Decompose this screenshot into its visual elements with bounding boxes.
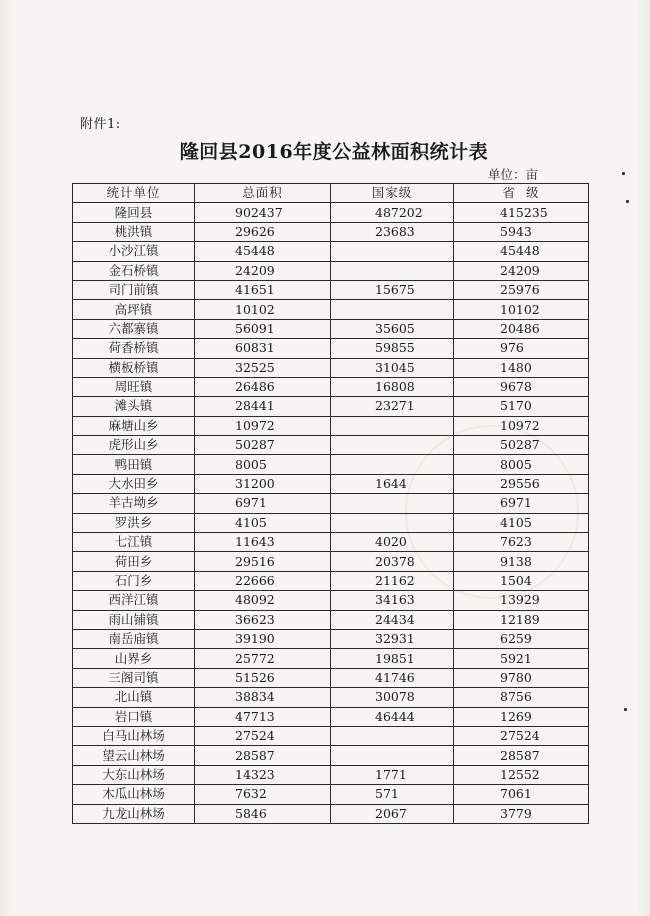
cell-national-level: 1771 [331,765,454,784]
table-header-row [73,184,589,203]
cell-provincial-level: 5170 [454,397,589,416]
table-row [73,688,589,707]
cell-total-area: 8005 [195,455,331,474]
cell-unit-name: 羊古坳乡 [73,494,195,513]
cell-total-area: 7632 [195,785,331,804]
cell-unit-name: 桃洪镇 [73,222,195,241]
cell-provincial-level: 6971 [454,494,589,513]
cell-national-level [331,513,454,532]
table-row [73,668,589,687]
scan-speck [624,708,627,711]
cell-national-level [331,242,454,261]
table-row [73,513,589,532]
cell-provincial-level: 12189 [454,610,589,629]
cell-total-area: 51526 [195,668,331,687]
scan-speck [626,200,629,203]
cell-total-area: 32525 [195,358,331,377]
cell-unit-name: 三阁司镇 [73,668,195,687]
cell-total-area: 56091 [195,319,331,338]
unit-label: 单位：亩 [488,167,539,182]
cell-unit-name: 石门乡 [73,571,195,590]
cell-total-area: 39190 [195,629,331,648]
cell-national-level [331,436,454,455]
cell-national-level: 21162 [331,571,454,590]
cell-unit-name: 白马山林场 [73,726,195,745]
cell-provincial-level: 976 [454,339,589,358]
table-row [73,436,589,455]
cell-national-level: 32931 [331,629,454,648]
table-row [73,261,589,280]
table-row [73,397,589,416]
forest-area-table [72,183,589,824]
cell-provincial-level: 6259 [454,629,589,648]
cell-total-area: 10972 [195,416,331,435]
cell-provincial-level: 3779 [454,804,589,823]
cell-provincial-level: 25976 [454,280,589,299]
cell-national-level: 35605 [331,319,454,338]
cell-total-area: 38834 [195,688,331,707]
cell-provincial-level: 28587 [454,746,589,765]
table-row [73,319,589,338]
cell-total-area: 29626 [195,222,331,241]
cell-national-level: 4020 [331,533,454,552]
header-national-level: 国家级 [331,184,454,203]
cell-national-level: 31045 [331,358,454,377]
cell-total-area: 22666 [195,571,331,590]
attachment-label: 附件1: [80,117,121,132]
table-row [73,629,589,648]
cell-total-area: 14323 [195,765,331,784]
cell-provincial-level: 5921 [454,649,589,668]
cell-total-area: 28441 [195,397,331,416]
cell-unit-name: 西洋江镇 [73,591,195,610]
header-provincial-level: 省 级 [454,184,589,203]
cell-unit-name: 虎形山乡 [73,436,195,455]
cell-total-area: 45448 [195,242,331,261]
cell-provincial-level: 13929 [454,591,589,610]
document-title: 隆回县2016年度公益林面积统计表 [179,141,489,163]
cell-provincial-level: 1269 [454,707,589,726]
cell-national-level: 34163 [331,591,454,610]
table-row [73,280,589,299]
cell-total-area: 5846 [195,804,331,823]
cell-total-area: 6971 [195,494,331,513]
cell-national-level: 59855 [331,339,454,358]
table-row [73,242,589,261]
cell-unit-name: 木瓜山林场 [73,785,195,804]
table-row [73,591,589,610]
table-row [73,377,589,396]
cell-national-level: 30078 [331,688,454,707]
cell-unit-name: 七江镇 [73,533,195,552]
cell-provincial-level: 7623 [454,533,589,552]
cell-unit-name: 南岳庙镇 [73,629,195,648]
cell-national-level: 2067 [331,804,454,823]
table-row [73,494,589,513]
cell-unit-name: 荷田乡 [73,552,195,571]
cell-national-level [331,416,454,435]
cell-total-area: 25772 [195,649,331,668]
cell-total-area: 27524 [195,726,331,745]
cell-national-level: 16808 [331,377,454,396]
cell-national-level: 15675 [331,280,454,299]
cell-national-level: 23683 [331,222,454,241]
cell-provincial-level: 9678 [454,377,589,396]
cell-provincial-level: 24209 [454,261,589,280]
cell-provincial-level: 5943 [454,222,589,241]
cell-total-area: 48092 [195,591,331,610]
header-total-area: 总面积 [195,184,331,203]
cell-national-level [331,746,454,765]
cell-provincial-level: 20486 [454,319,589,338]
cell-total-area: 28587 [195,746,331,765]
cell-provincial-level: 1480 [454,358,589,377]
cell-unit-name: 司门前镇 [73,280,195,299]
cell-national-level: 1644 [331,474,454,493]
cell-unit-name: 横板桥镇 [73,358,195,377]
table-row [73,610,589,629]
table-row [73,571,589,590]
cell-provincial-level: 415235 [454,203,589,222]
cell-provincial-level: 27524 [454,726,589,745]
cell-total-area: 24209 [195,261,331,280]
cell-national-level: 487202 [331,203,454,222]
cell-total-area: 29516 [195,552,331,571]
cell-unit-name: 鸭田镇 [73,455,195,474]
cell-national-level [331,455,454,474]
cell-unit-name: 大东山林场 [73,765,195,784]
table-row [73,707,589,726]
table-row [73,746,589,765]
scan-speck [622,172,625,175]
cell-unit-name: 六都寨镇 [73,319,195,338]
table-row [73,455,589,474]
cell-provincial-level: 9780 [454,668,589,687]
table-row [73,552,589,571]
cell-unit-name: 望云山林场 [73,746,195,765]
cell-provincial-level: 9138 [454,552,589,571]
cell-total-area: 31200 [195,474,331,493]
cell-national-level: 571 [331,785,454,804]
cell-unit-name: 麻塘山乡 [73,416,195,435]
cell-unit-name: 隆回县 [73,203,195,222]
cell-unit-name: 周旺镇 [73,377,195,396]
cell-unit-name: 大水田乡 [73,474,195,493]
cell-unit-name: 滩头镇 [73,397,195,416]
cell-unit-name: 金石桥镇 [73,261,195,280]
cell-total-area: 11643 [195,533,331,552]
cell-provincial-level: 1504 [454,571,589,590]
table-row [73,726,589,745]
cell-national-level: 24434 [331,610,454,629]
table-row [73,203,589,222]
cell-unit-name: 北山镇 [73,688,195,707]
cell-total-area: 50287 [195,436,331,455]
cell-unit-name: 九龙山林场 [73,804,195,823]
cell-provincial-level: 12552 [454,765,589,784]
table-row [73,300,589,319]
cell-unit-name: 荷香桥镇 [73,339,195,358]
cell-national-level: 19851 [331,649,454,668]
table-row [73,785,589,804]
table-row [73,416,589,435]
table-row [73,804,589,823]
cell-total-area: 60831 [195,339,331,358]
cell-provincial-level: 50287 [454,436,589,455]
cell-provincial-level: 7061 [454,785,589,804]
table-row [73,533,589,552]
cell-provincial-level: 10972 [454,416,589,435]
cell-total-area: 4105 [195,513,331,532]
table-row [73,222,589,241]
cell-provincial-level: 29556 [454,474,589,493]
cell-national-level: 23271 [331,397,454,416]
table-row [73,649,589,668]
cell-total-area: 902437 [195,203,331,222]
cell-provincial-level: 8756 [454,688,589,707]
table-row [73,765,589,784]
cell-unit-name: 雨山铺镇 [73,610,195,629]
cell-provincial-level: 8005 [454,455,589,474]
table-row [73,358,589,377]
cell-national-level [331,726,454,745]
cell-provincial-level: 10102 [454,300,589,319]
cell-provincial-level: 45448 [454,242,589,261]
table-row [73,339,589,358]
cell-total-area: 47713 [195,707,331,726]
table-row [73,474,589,493]
cell-national-level: 20378 [331,552,454,571]
cell-total-area: 41651 [195,280,331,299]
cell-national-level [331,300,454,319]
cell-national-level: 46444 [331,707,454,726]
cell-provincial-level: 4105 [454,513,589,532]
cell-total-area: 10102 [195,300,331,319]
cell-unit-name: 高坪镇 [73,300,195,319]
cell-unit-name: 小沙江镇 [73,242,195,261]
header-unit: 统计单位 [73,184,195,203]
cell-national-level [331,261,454,280]
cell-total-area: 36623 [195,610,331,629]
cell-national-level: 41746 [331,668,454,687]
cell-total-area: 26486 [195,377,331,396]
cell-national-level [331,494,454,513]
cell-unit-name: 罗洪乡 [73,513,195,532]
cell-unit-name: 岩口镇 [73,707,195,726]
cell-unit-name: 山界乡 [73,649,195,668]
